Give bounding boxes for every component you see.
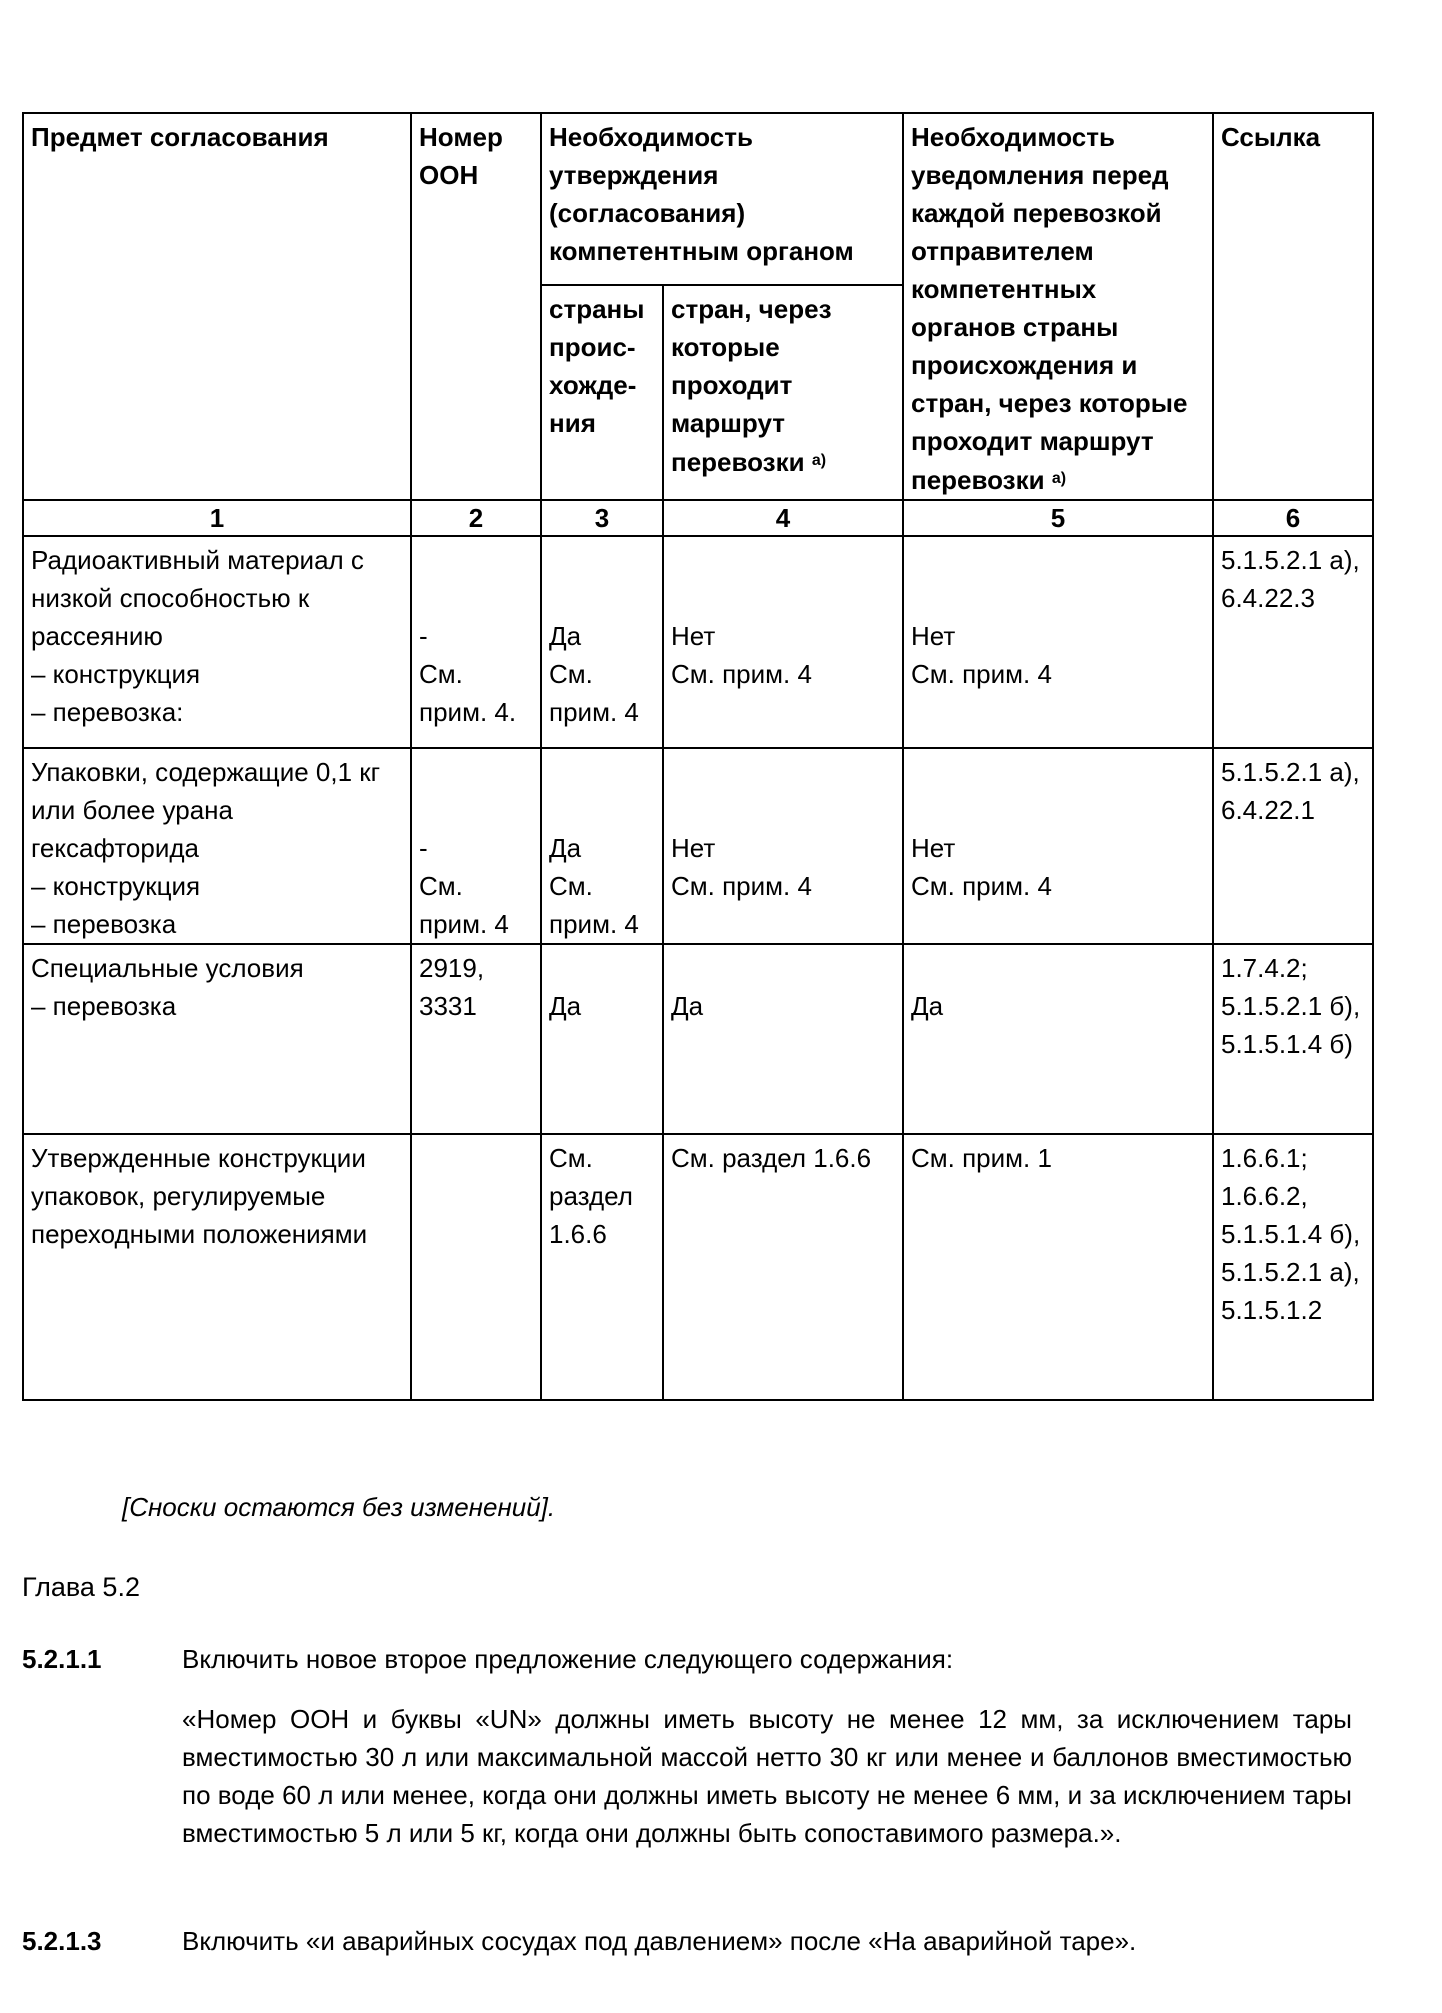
cell-notification: Да: [903, 944, 1213, 1134]
cell-notification: [903, 536, 1213, 748]
table-header-row: [23, 113, 1373, 285]
cell-transit: [663, 536, 903, 748]
cell-text: Радиоактивный материал с низкой способностью к рассеянию – конструкция – перевозка:: [31, 545, 364, 727]
header-origin-country: страны проис-хожде-ния: [541, 285, 663, 500]
cell-text: - См. прим. 4: [419, 833, 509, 939]
cell-origin: См. раздел 1.6.6: [541, 1134, 663, 1400]
cell-text: Специальные условия – перевозка: [31, 953, 304, 1021]
cell-un-number: [411, 1134, 541, 1400]
header-notification-text: Необходимость уведомления перед каждой перевозкой отправителем компетентных органов страны происхождения и стран, через которые проходит маршрут перевозки: [911, 122, 1188, 495]
cell-subject: [23, 536, 411, 748]
approval-table: [22, 112, 1374, 1401]
section-text: Включить новое второе предложение следующего содержания:: [182, 1644, 954, 1674]
cell-reference: 5.1.5.2.1 а), 6.4.22.3: [1213, 536, 1373, 748]
cell-text: Упаковки, содержащие 0,1 кг или более урана гексафторида – конструкция – перевозка: [31, 757, 381, 939]
cell-subject: [23, 748, 411, 944]
cell-origin: [541, 536, 663, 748]
cell-subject: Утвержденные конструкции упаковок, регулируемые переходными положениями: [23, 1134, 411, 1400]
cell-un-number: [411, 748, 541, 944]
header-notification-note: а): [1051, 470, 1067, 487]
column-number: 4: [663, 500, 903, 536]
cell-text: Да См. прим. 4: [549, 833, 639, 939]
cell-reference: 1.6.6.1; 1.6.6.2, 5.1.5.1.4 б), 5.1.5.2.1 а), 5.1.5.1.2: [1213, 1134, 1373, 1400]
table-row: [23, 944, 1373, 1134]
cell-transit: [663, 748, 903, 944]
table-row: [23, 536, 1373, 748]
cell-text: Нет См. прим. 4: [911, 621, 1052, 689]
chapter-heading: Глава 5.2: [22, 1572, 140, 1602]
column-number-row: [23, 500, 1373, 536]
cell-reference: 1.7.4.2; 5.1.5.2.1 б), 5.1.5.1.4 б): [1213, 944, 1373, 1134]
column-number: 3: [541, 500, 663, 536]
table-row: [23, 748, 1373, 944]
header-reference: Ссылка: [1213, 113, 1373, 500]
quoted-text: «Номер ООН и буквы «UN» должны иметь высоту не менее 12 мм, за исключением тары вместимостью 30 л или максимальной массой нетто 30 кг или менее и баллонов вместимостью по воде 60 л или менее, когда они должны иметь высоту не менее 6 мм, и за исключением тары вместимостью 5 л или 5 кг, когда они должны быть сопоставимого размера.».: [182, 1704, 1352, 1848]
cell-origin: [541, 748, 663, 944]
column-number: 1: [23, 500, 411, 536]
header-transit-note: а): [811, 452, 827, 470]
column-number: 6: [1213, 500, 1373, 536]
column-number: 5: [903, 500, 1213, 536]
section-number: 5.2.1.3: [22, 1926, 102, 1956]
cell-subject: [23, 944, 411, 1134]
cell-text: Да См. прим. 4: [549, 621, 639, 727]
header-subject: Предмет согласования: [23, 113, 411, 500]
cell-text: Нет См. прим. 4: [671, 833, 812, 901]
header-transit-countries: [663, 285, 903, 500]
table-row: [23, 1134, 1373, 1400]
header-transit-text: стран, через которые проходит маршрут перевозки: [671, 294, 832, 478]
column-number: 2: [411, 500, 541, 536]
cell-transit: См. раздел 1.6.6: [663, 1134, 903, 1400]
cell-reference: 5.1.5.2.1 а), 6.4.22.1: [1213, 748, 1373, 944]
cell-notification: См. прим. 1: [903, 1134, 1213, 1400]
section-number: 5.2.1.1: [22, 1644, 102, 1674]
cell-un-number: [411, 536, 541, 748]
cell-origin: Да: [541, 944, 663, 1134]
header-notification: [903, 113, 1213, 500]
cell-un-number: 2919, 3331: [411, 944, 541, 1134]
header-approval: Необходимость утверждения (согласования) компетентным органом: [541, 113, 903, 285]
header-un-number: Номер ООН: [411, 113, 541, 500]
footnote-text: [Сноски остаются без изменений].: [122, 1492, 556, 1522]
cell-notification: [903, 748, 1213, 944]
cell-transit: Да: [663, 944, 903, 1134]
cell-text: Нет См. прим. 4: [671, 621, 812, 689]
section-text: Включить «и аварийных сосудах под давлением» после «На аварийной таре».: [182, 1926, 1137, 1956]
cell-text: Нет См. прим. 4: [911, 833, 1052, 901]
cell-text: - См. прим. 4.: [419, 621, 517, 727]
